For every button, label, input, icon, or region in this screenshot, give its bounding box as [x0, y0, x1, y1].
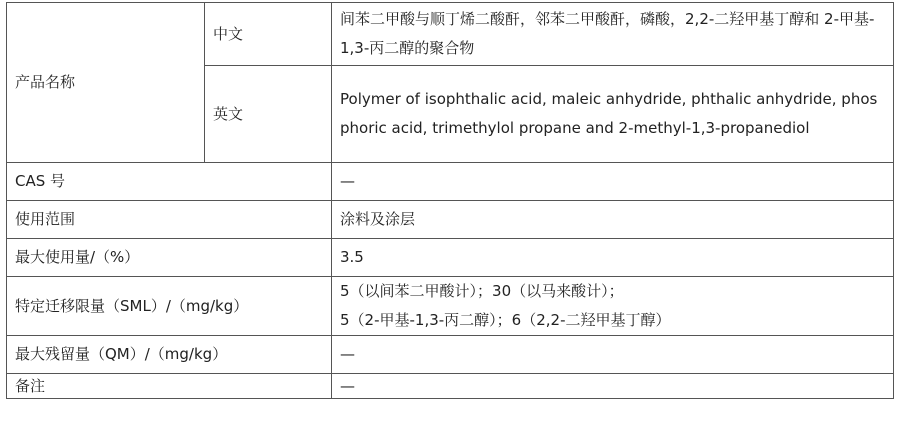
qm-value: — — [332, 336, 894, 374]
chinese-name-value: 间苯二甲酸与顺丁烯二酸酐，邻苯二甲酸酐，磷酸，2,2-二羟甲基丁醇和 2-甲基-1,3-丙二醇的聚合物 — [332, 3, 894, 66]
chinese-name-label: 中文 — [205, 3, 332, 66]
usage-scope-label: 使用范围 — [7, 201, 332, 239]
table-row-note — [7, 374, 894, 399]
qm-label: 最大残留量（QM）/（mg/kg） — [7, 336, 332, 374]
product-name-label: 产品名称 — [7, 3, 205, 163]
table-row-sml — [7, 277, 894, 336]
sml-value — [332, 277, 894, 336]
sml-label: 特定迁移限量（SML）/（mg/kg） — [7, 277, 332, 336]
table-row-cas — [7, 163, 894, 201]
additive-spec-table — [6, 2, 894, 399]
note-label: 备注 — [7, 374, 332, 399]
max-usage-label: 最大使用量/（%） — [7, 239, 332, 277]
table-row-product-name-cn — [7, 3, 894, 66]
table-row-qm — [7, 336, 894, 374]
sml-value-line-1: 5（以间苯二甲酸计）；30（以马来酸计）； — [340, 282, 624, 300]
table-row-usage — [7, 201, 894, 239]
cas-label: CAS 号 — [7, 163, 332, 201]
cas-value: — — [332, 163, 894, 201]
table-row-max-usage — [7, 239, 894, 277]
max-usage-value: 3.5 — [332, 239, 894, 277]
sml-value-line-2: 5（2-甲基-1,3-丙二醇）；6（2,2-二羟甲基丁醇） — [340, 311, 671, 329]
english-name-value: Polymer of isophthalic acid, maleic anhydride, phthalic anhydride, phosphoric acid, trimethylol propane and 2-methyl-1,3-propanediol — [332, 66, 894, 163]
note-value: — — [332, 374, 894, 399]
usage-scope-value: 涂料及涂层 — [332, 201, 894, 239]
english-name-label: 英文 — [205, 66, 332, 163]
